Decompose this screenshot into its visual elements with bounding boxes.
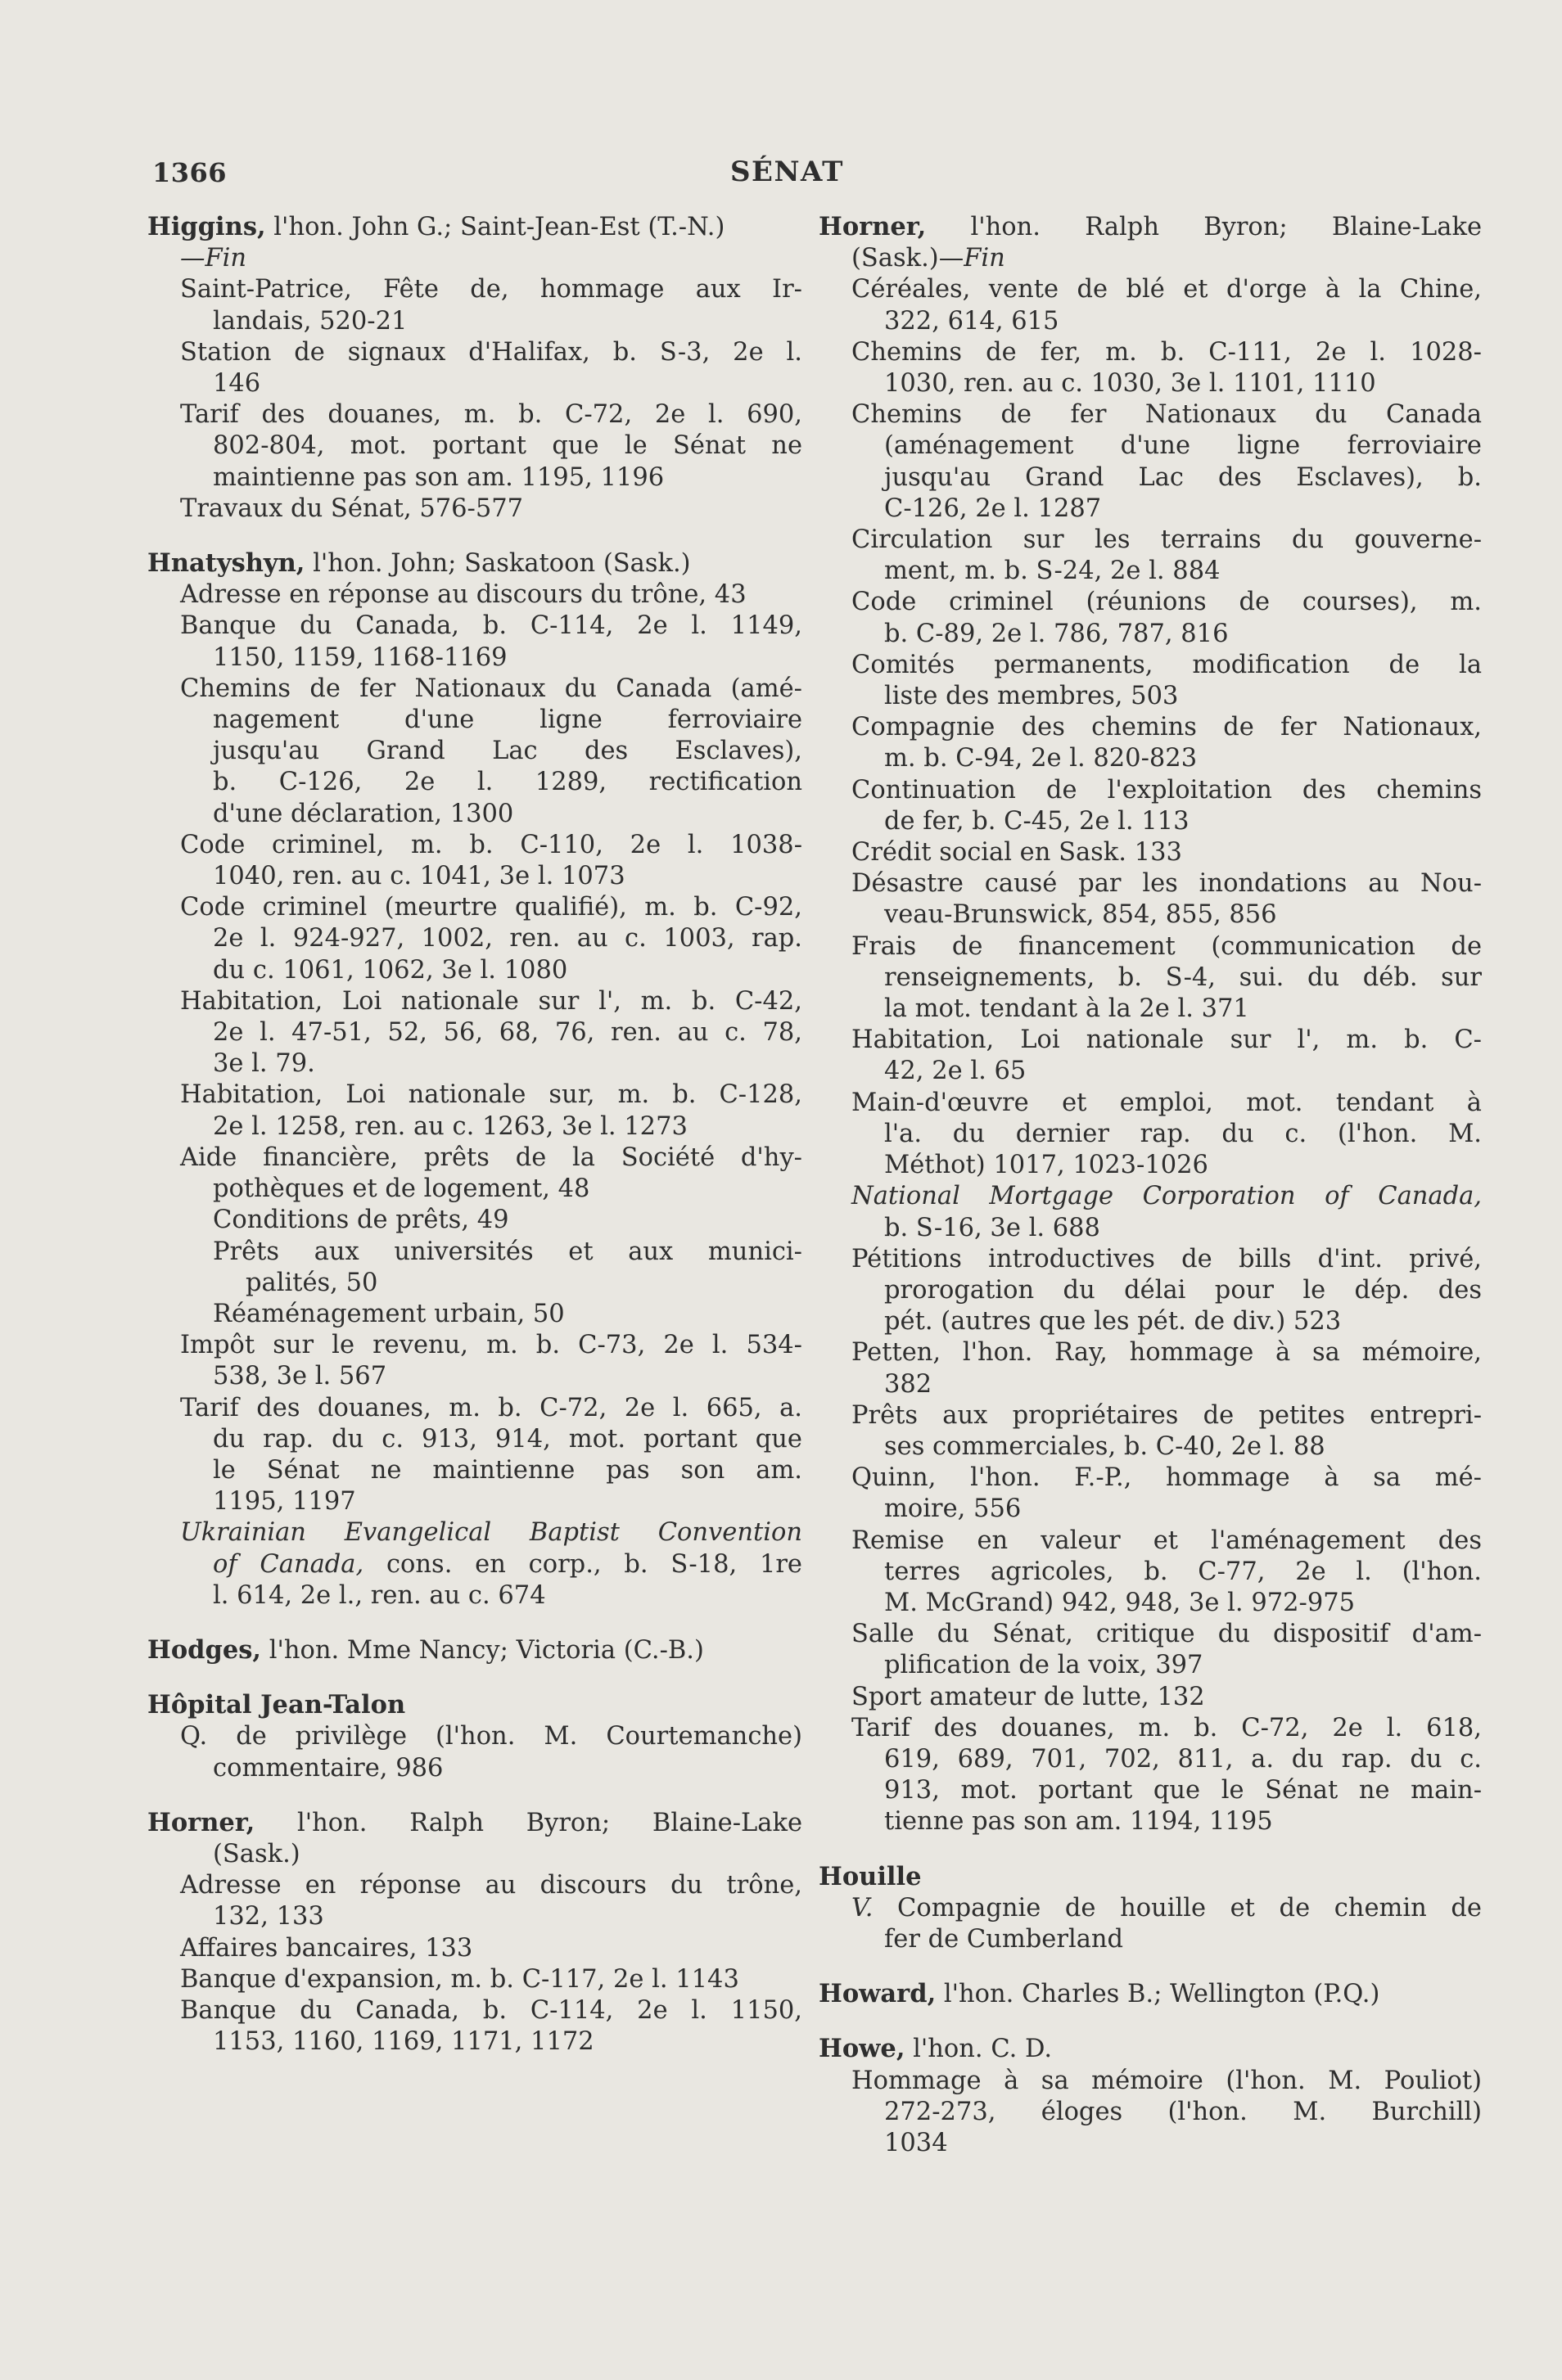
index-entry-line: Pétitions introductives de bills d'int. privé, bbox=[851, 1244, 1482, 1273]
index-entry-line: Banque d'expansion, m. b. C-117, 2e l. 1143 bbox=[180, 1964, 739, 1994]
index-entry-line: tienne pas son am. 1194, 1195 bbox=[884, 1807, 1273, 1837]
index-entry-line: Prêts aux propriétaires de petites entrepri- bbox=[851, 1400, 1482, 1430]
index-entry-line: Frais de financement (communication de bbox=[851, 931, 1482, 961]
index-entry-line: Conditions de prêts, 49 bbox=[213, 1206, 509, 1235]
index-entry-line: b. S-16, 3e l. 688 bbox=[884, 1213, 1100, 1242]
entry-text: (Sask.)— bbox=[851, 244, 964, 273]
entry-spacer bbox=[819, 2010, 1482, 2033]
index-entry-line: 2e l. 924-927, 1002, ren. au c. 1003, rap. bbox=[213, 924, 802, 953]
index-entry-line: 913, mot. portant que le Sénat ne main- bbox=[884, 1776, 1482, 1805]
index-entry-line: Salle du Sénat, critique du dispositif d'am- bbox=[851, 1620, 1482, 1649]
heading-detail: l'hon. Ralph Byron; Blaine-Lake bbox=[255, 1808, 802, 1837]
index-entry-line: Adresse en réponse au discours du trône, bbox=[180, 1871, 802, 1900]
index-entry-line: 538, 3e l. 567 bbox=[213, 1362, 387, 1391]
italic-text: Fin bbox=[964, 244, 1005, 273]
index-entry-line: Banque du Canada, b. C-114, 2e l. 1150, bbox=[180, 1995, 802, 2025]
index-entry-line: Tarif des douanes, m. b. C-72, 2e l. 618, bbox=[851, 1713, 1482, 1742]
heading-detail: l'hon. Ralph Byron; Blaine-Lake bbox=[926, 213, 1482, 241]
index-entry-line: du c. 1061, 1062, 3e l. 1080 bbox=[213, 955, 568, 985]
index-entry-line: plification de la voix, 397 bbox=[884, 1651, 1203, 1680]
index-entry-line: 1153, 1160, 1169, 1171, 1172 bbox=[213, 2027, 594, 2057]
index-entry-line: Main-d'œuvre et emploi, mot. tendant à bbox=[851, 1088, 1482, 1117]
index-entry-line: b. C-126, 2e l. 1289, rectification bbox=[213, 768, 802, 797]
index-entry-line: 1195, 1197 bbox=[213, 1487, 356, 1517]
heading-name: Hodges, bbox=[147, 1634, 262, 1665]
index-entry-line: Adresse en réponse au discours du trône, 43 bbox=[180, 580, 747, 610]
index-entry-line: jusqu'au Grand Lac des Esclaves), bbox=[213, 737, 802, 766]
index-entry-line: 322, 614, 615 bbox=[884, 306, 1059, 336]
index-entry-line: Comités permanents, modification de la bbox=[851, 650, 1482, 679]
index-entry-line: landais, 520-21 bbox=[213, 306, 408, 336]
entry-spacer bbox=[147, 1611, 802, 1634]
italic-text: V. bbox=[851, 1893, 874, 1922]
entry-spacer bbox=[147, 1666, 802, 1689]
index-entry-line: liste des membres, 503 bbox=[884, 682, 1179, 711]
index-entry-line: Petten, l'hon. Ray, hommage à sa mémoire, bbox=[851, 1338, 1482, 1368]
index-entry-line: Habitation, Loi nationale sur, m. b. C-128, bbox=[180, 1080, 802, 1110]
index-entry-line: 146 bbox=[213, 369, 261, 399]
index-entry-line: Habitation, Loi nationale sur l', m. b. C- bbox=[851, 1025, 1482, 1055]
index-entry-line: ses commerciales, b. C-40, 2e l. 88 bbox=[884, 1431, 1325, 1461]
index-entry-line: de fer, b. C-45, 2e l. 113 bbox=[884, 806, 1190, 836]
index-entry-line: Code criminel, m. b. C-110, 2e l. 1038- bbox=[180, 830, 802, 859]
index-entry-line: la mot. tendant à la 2e l. 371 bbox=[884, 994, 1249, 1024]
index-entry-line: Code criminel (meurtre qualifié), m. b. C-92, bbox=[180, 893, 802, 922]
index-entry-line: 3e l. 79. bbox=[213, 1049, 315, 1079]
continuation-marker bbox=[819, 243, 1482, 274]
index-entry-line: Travaux du Sénat, 576-577 bbox=[180, 494, 524, 523]
index-heading bbox=[819, 1861, 1482, 1893]
index-entry-line: 2e l. 1258, ren. au c. 1263, 3e l. 1273 bbox=[213, 1111, 688, 1141]
index-entry-line: palités, 50 bbox=[246, 1268, 378, 1297]
index-entry-line bbox=[147, 1549, 802, 1580]
index-entry-line: du rap. du c. 913, 914, mot. portant que bbox=[213, 1424, 802, 1454]
italic-text: of Canada, bbox=[213, 1549, 364, 1579]
index-entry-line: (Sask.) bbox=[213, 1839, 300, 1868]
index-heading bbox=[147, 1634, 802, 1666]
index-heading bbox=[147, 1807, 802, 1839]
index-entry-line: d'une déclaration, 1300 bbox=[213, 799, 514, 828]
index-entry-line: Code criminel (réunions de courses), m. bbox=[851, 588, 1482, 617]
page-header bbox=[0, 147, 1562, 196]
index-entry-line: fer de Cumberland bbox=[884, 1924, 1124, 1954]
index-entry-line: Méthot) 1017, 1023-1026 bbox=[884, 1151, 1208, 1180]
index-entry-line: —Fin bbox=[180, 244, 247, 273]
index-entry-line: Tarif des douanes, m. b. C-72, 2e l. 690, bbox=[180, 400, 802, 430]
index-heading bbox=[819, 211, 1482, 243]
index-entry-line: Sport amateur de lutte, 132 bbox=[851, 1682, 1205, 1711]
index-entry-line: Station de signaux d'Halifax, b. S-3, 2e l. bbox=[180, 337, 802, 367]
index-entry-line: C-126, 2e l. 1287 bbox=[884, 494, 1102, 523]
index-entry-line: pothèques et de logement, 48 bbox=[213, 1174, 590, 1204]
index-entry-line: m. b. C-94, 2e l. 820-823 bbox=[884, 744, 1198, 773]
index-entry-line: 619, 689, 701, 702, 811, a. du rap. du c. bbox=[884, 1744, 1482, 1774]
index-entry-line: Banque du Canada, b. C-114, 2e l. 1149, bbox=[180, 611, 802, 641]
index-entry-line: Chemins de fer, m. b. C-111, 2e l. 1028- bbox=[851, 337, 1482, 367]
heading-name: Horner, bbox=[147, 1807, 255, 1837]
heading-detail: l'hon. Charles B.; Wellington (P.Q.) bbox=[936, 1980, 1380, 2009]
heading-name: Houille bbox=[819, 1861, 922, 1891]
page-number: 1366 bbox=[152, 157, 228, 188]
index-entry-line: Saint-Patrice, Fête de, hommage aux Ir- bbox=[180, 275, 802, 304]
index-entry-line: Désastre causé par les inondations au Nou- bbox=[851, 869, 1482, 899]
heading-name: Horner, bbox=[819, 212, 927, 241]
index-entry-line: Crédit social en Sask. 133 bbox=[851, 838, 1182, 868]
entry-spacer bbox=[819, 1955, 1482, 1978]
index-entry-line: renseignements, b. S-4, sui. du déb. sur bbox=[884, 962, 1482, 992]
index-entry-line: Chemins de fer Nationaux du Canada bbox=[851, 400, 1482, 430]
index-entry-line: National Mortgage Corporation of Canada, bbox=[851, 1182, 1482, 1211]
index-entry-line: Aide financière, prêts de la Société d'hy- bbox=[180, 1143, 802, 1172]
index-heading bbox=[147, 211, 802, 243]
index-entry-line: l. 614, 2e l., ren. au c. 674 bbox=[213, 1580, 546, 1610]
index-entry-line: 1040, ren. au c. 1041, 3e l. 1073 bbox=[213, 862, 625, 891]
index-entry-line: Tarif des douanes, m. b. C-72, 2e l. 665, a. bbox=[180, 1393, 802, 1422]
index-entry-line: veau-Brunswick, 854, 855, 856 bbox=[884, 900, 1277, 930]
index-entry-line: M. McGrand) 942, 948, 3e l. 972-975 bbox=[884, 1588, 1356, 1617]
index-entry-line: Compagnie des chemins de fer Nationaux, bbox=[851, 713, 1482, 742]
entry-spacer bbox=[819, 1838, 1482, 1861]
index-heading bbox=[819, 2033, 1482, 2065]
index-entry-line: nagement d'une ligne ferroviaire bbox=[213, 705, 802, 735]
index-entry-line: (aménagement d'une ligne ferroviaire bbox=[884, 431, 1482, 461]
index-entry-line: maintienne pas son am. 1195, 1196 bbox=[213, 462, 665, 492]
index-entry-line: Quinn, l'hon. F.-P., hommage à sa mé- bbox=[851, 1463, 1482, 1493]
index-entry-line: Chemins de fer Nationaux du Canada (amé- bbox=[180, 674, 802, 703]
index-entry-line: le Sénat ne maintienne pas son am. bbox=[213, 1455, 802, 1485]
index-entry-line: Prêts aux universités et aux munici- bbox=[213, 1237, 802, 1266]
index-entry-line: Hommage à sa mémoire (l'hon. M. Pouliot) bbox=[851, 2066, 1482, 2095]
index-entry-line: Circulation sur les terrains du gouverne- bbox=[851, 525, 1482, 555]
index-entry-line: commentaire, 986 bbox=[213, 1753, 444, 1783]
heading-detail: l'hon. John; Saskatoon (Sask.) bbox=[305, 549, 691, 579]
index-entry-line: terres agricoles, b. C-77, 2e l. (l'hon. bbox=[884, 1557, 1482, 1586]
index-entry-line: moire, 556 bbox=[884, 1494, 1022, 1524]
index-entry-line: 382 bbox=[884, 1369, 932, 1399]
index-column-left bbox=[147, 211, 802, 2058]
index-entry-line: b. C-89, 2e l. 786, 787, 816 bbox=[884, 619, 1229, 648]
heading-name: Hôpital Jean-Talon bbox=[147, 1690, 406, 1720]
index-entry-line: Ukrainian Evangelical Baptist Convention bbox=[180, 1518, 802, 1548]
index-entry-line: Habitation, Loi nationale sur l', m. b. C-42, bbox=[180, 986, 802, 1016]
entry-text: Compagnie de houille et de chemin de bbox=[873, 1893, 1482, 1922]
index-entry-line: Remise en valeur et l'aménagement des bbox=[851, 1526, 1482, 1555]
heading-detail: l'hon. C. D. bbox=[905, 2035, 1053, 2064]
heading-detail: l'hon. Mme Nancy; Victoria (C.-B.) bbox=[261, 1635, 704, 1665]
index-entry-line: ment, m. b. S-24, 2e l. 884 bbox=[884, 557, 1221, 586]
index-entry-line: 42, 2e l. 65 bbox=[884, 1057, 1027, 1086]
index-entry-line: 1030, ren. au c. 1030, 3e l. 1101, 1110 bbox=[884, 369, 1376, 399]
index-entry-line: Q. de privilège (l'hon. M. Courtemanche) bbox=[180, 1722, 802, 1751]
index-entry-line: 1150, 1159, 1168-1169 bbox=[213, 642, 508, 672]
heading-name: Hnatyshyn, bbox=[147, 548, 305, 579]
index-heading bbox=[819, 1978, 1482, 2010]
index-heading bbox=[147, 548, 802, 579]
index-entry-line: pét. (autres que les pét. de div.) 523 bbox=[884, 1307, 1342, 1336]
index-entry-line: 272-273, éloges (l'hon. M. Burchill) bbox=[884, 2097, 1482, 2126]
heading-detail: l'hon. John G.; Saint-Jean-Est (T.-N.) bbox=[265, 213, 725, 241]
index-entry-line: Affaires bancaires, 133 bbox=[180, 1933, 473, 1963]
entry-spacer bbox=[147, 525, 802, 548]
index-entry-line: Continuation de l'exploitation des chemins bbox=[851, 775, 1482, 805]
running-title: SÉNAT bbox=[730, 156, 844, 188]
index-entry-line: 1034 bbox=[884, 2128, 948, 2157]
index-entry-line: 802-804, mot. portant que le Sénat ne bbox=[213, 431, 802, 461]
index-entry-line: prorogation du délai pour le dép. des bbox=[884, 1275, 1482, 1305]
entry-spacer bbox=[147, 1784, 802, 1807]
index-entry-line bbox=[819, 1893, 1482, 1924]
index-entry-line: l'a. du dernier rap. du c. (l'hon. M. bbox=[884, 1119, 1482, 1148]
index-column-right bbox=[819, 211, 1482, 2159]
index-entry-line: Céréales, vente de blé et d'orge à la Chine, bbox=[851, 275, 1482, 304]
entry-text: cons. en corp., b. S-18, 1re bbox=[363, 1549, 802, 1579]
index-entry-line: 2e l. 47-51, 52, 56, 68, 76, ren. au c. 78, bbox=[213, 1018, 802, 1048]
index-entry-line: Impôt sur le revenu, m. b. C-73, 2e l. 534- bbox=[180, 1331, 802, 1360]
index-heading bbox=[147, 1689, 802, 1721]
heading-name: Howard, bbox=[819, 1979, 937, 2009]
index-entry-line: jusqu'au Grand Lac des Esclaves), b. bbox=[884, 462, 1482, 492]
index-entry-line: Réaménagement urbain, 50 bbox=[213, 1299, 565, 1328]
index-entry-line: 132, 133 bbox=[213, 1902, 324, 1931]
heading-name: Higgins, bbox=[147, 212, 266, 241]
heading-name: Howe, bbox=[819, 2034, 905, 2064]
